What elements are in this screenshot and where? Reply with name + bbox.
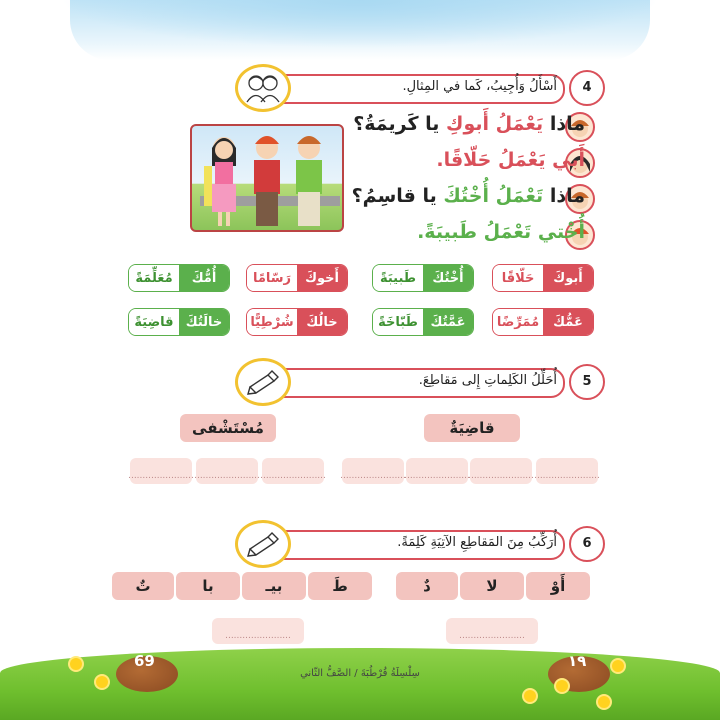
syllable-tile[interactable]: بيـ <box>242 572 306 600</box>
dialogue-2-rest: حَلّاقًا. <box>436 149 492 171</box>
word-answer-field[interactable]: ....................... <box>212 618 304 644</box>
pair-profession: حَلّاقًا <box>493 265 543 291</box>
pair-relation: أَبوكَ <box>543 265 593 291</box>
q4-header <box>215 70 605 106</box>
pair-relation: خالَتُكَ <box>179 309 229 335</box>
dialogue-4-subject: أُخْتي <box>537 221 585 243</box>
pair-relation: خالُكَ <box>297 309 347 335</box>
dialogue-2-verb: يَعْمَلُ <box>497 149 546 171</box>
dialogue-line-1 <box>353 113 585 135</box>
pair-profession: قاضِيَةً <box>129 309 179 335</box>
pair-relation: أُخْتُكَ <box>423 265 473 291</box>
dialogue-3-verb: تَعْمَلُ <box>495 185 544 207</box>
flower-icon <box>524 690 536 702</box>
pencil-hand-icon <box>235 358 291 406</box>
dialogue-line-3 <box>352 185 585 207</box>
syllable-answer-field[interactable]: ....................... <box>536 458 598 484</box>
word-pair-3 <box>246 264 348 292</box>
word-pair-6 <box>372 308 474 336</box>
dialogue-1-subject: أَبوكِ <box>446 113 490 135</box>
pair-profession: طَبّاخَةً <box>373 309 423 335</box>
word-pair-8 <box>128 308 230 336</box>
flower-icon <box>70 658 82 670</box>
flower-icon <box>612 660 624 672</box>
sky-wave <box>60 0 660 48</box>
dialogue-4-verb: تَعْمَلُ <box>483 221 532 243</box>
dialogue-1-verb: يَعْمَلُ <box>495 113 544 135</box>
pair-profession: طَبيبَةً <box>373 265 423 291</box>
dialogue-line-4 <box>417 221 585 243</box>
q5-number: 5 <box>569 364 605 400</box>
dialogue-4-rest: طَبيبَةً. <box>417 221 477 243</box>
q5-header <box>215 364 605 400</box>
q4-instruction: أَسْأَلُ وَأُجِيبُ، كَما في المِثالِ. <box>402 79 557 94</box>
pencil-hand-icon <box>235 520 291 568</box>
pair-profession: مُعَلِّمَةً <box>129 265 179 291</box>
pair-profession: مُمَرِّضًا <box>493 309 543 335</box>
children-illustration <box>190 124 344 232</box>
dialogue-3-subject: أُخْتُكَ <box>443 185 490 207</box>
word-pair-2 <box>372 264 474 292</box>
pair-relation: أَخوكَ <box>297 265 347 291</box>
word-pair-1 <box>492 264 594 292</box>
grass-ground <box>0 648 720 720</box>
syllable-answer-field[interactable]: ....................... <box>262 458 324 484</box>
word-pair-7 <box>246 308 348 336</box>
series-footer: سِلْسِلَةُ قُرْطُبَةَ / الصَّفُّ الثّاني <box>300 668 420 679</box>
dialogue-2-subject: أَبي <box>552 149 585 171</box>
syllable-tile[interactable]: طَ <box>308 572 372 600</box>
syllable-answer-field[interactable]: ....................... <box>130 458 192 484</box>
dialogue-3-rest: يا قاسِمُ؟ <box>351 185 437 207</box>
pair-relation: أُمُّكَ <box>179 265 229 291</box>
dialogue-1-rest: يا كَريمَةُ؟ <box>353 113 440 135</box>
syllable-tile[interactable]: لا <box>460 572 524 600</box>
word-answer-field[interactable]: ....................... <box>446 618 538 644</box>
flower-icon <box>598 696 610 708</box>
flower-icon <box>96 676 108 688</box>
pair-profession: شُرْطِيًّا <box>247 309 297 335</box>
syllable-answer-field[interactable]: ....................... <box>196 458 258 484</box>
q6-header <box>215 526 605 562</box>
q5-word-1: قاضِيَةٌ <box>424 414 520 442</box>
flower-icon <box>556 680 568 692</box>
page-number-left: 69 <box>134 652 155 670</box>
syllable-tile[interactable]: تٌ <box>112 572 174 600</box>
dialogue-line-2 <box>436 149 585 171</box>
q4-number: 4 <box>569 70 605 106</box>
syllable-answer-field[interactable]: ....................... <box>342 458 404 484</box>
word-pair-5 <box>492 308 594 336</box>
page-number-right: ١٩ <box>568 652 587 670</box>
pair-profession: رَسّامًا <box>247 265 297 291</box>
pair-relation: عَمَّتُكَ <box>423 309 473 335</box>
q6-number: 6 <box>569 526 605 562</box>
syllable-tile[interactable]: دٌ <box>396 572 458 600</box>
syllable-tile[interactable]: أَوْ <box>526 572 590 600</box>
pair-relation: عَمُّكَ <box>543 309 593 335</box>
two-kids-icon <box>235 64 291 112</box>
q5-instruction: أُحَلِّلُ الكَلِماتِ إِلى مَقاطِعَ. <box>418 373 557 388</box>
syllable-tile[interactable]: با <box>176 572 240 600</box>
syllable-answer-field[interactable]: ....................... <box>470 458 532 484</box>
dialogue-1-prefix: ماذا <box>549 113 585 135</box>
q5-word-2: مُسْتَشْفى <box>180 414 276 442</box>
dialogue-3-prefix: ماذا <box>549 185 585 207</box>
q6-instruction: أُرَكِّبُ مِنَ المَقاطِعِ الآتِيَةِ كَلِمَةً. <box>397 535 557 550</box>
syllable-answer-field[interactable]: ....................... <box>406 458 468 484</box>
word-pair-4 <box>128 264 230 292</box>
